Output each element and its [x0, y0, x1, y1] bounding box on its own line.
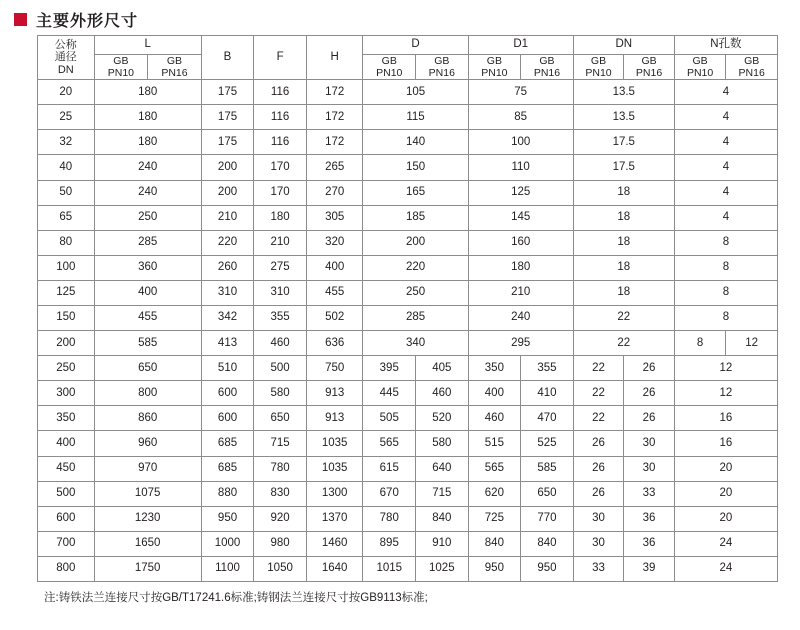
cell-H: 1035 — [306, 456, 363, 481]
cell-D-pn10: 445 — [363, 381, 416, 406]
cell-H: 270 — [306, 180, 363, 205]
cell-N: 8 — [674, 280, 777, 305]
cell-DN: 18 — [573, 255, 674, 280]
table-row — [38, 556, 778, 581]
header-group-N: N孔数 — [674, 36, 777, 55]
cell-L: 180 — [94, 80, 201, 105]
cell-D-pn16: 640 — [416, 456, 469, 481]
cell-D1-pn10: 515 — [468, 431, 521, 456]
cell-dn: 400 — [38, 431, 95, 456]
cell-N: 24 — [674, 556, 777, 581]
cell-N: 20 — [674, 481, 777, 506]
cell-D: 165 — [363, 180, 468, 205]
cell-DN-pn16: 26 — [624, 406, 675, 431]
header-sub-L-pn16: GB PN16 — [148, 55, 202, 80]
cell-B: 220 — [201, 230, 254, 255]
cell-D-pn16: 580 — [416, 431, 469, 456]
cell-dn: 200 — [38, 331, 95, 356]
cell-D1-pn10: 840 — [468, 531, 521, 556]
cell-D1-pn16: 950 — [521, 556, 574, 581]
cell-DN-pn16: 36 — [624, 506, 675, 531]
cell-F: 116 — [254, 130, 307, 155]
cell-dn: 600 — [38, 506, 95, 531]
cell-B: 685 — [201, 431, 254, 456]
cell-N: 4 — [674, 130, 777, 155]
cell-D: 115 — [363, 105, 468, 130]
cell-F: 715 — [254, 431, 307, 456]
cell-L: 1750 — [94, 556, 201, 581]
cell-H: 1035 — [306, 431, 363, 456]
cell-H: 1370 — [306, 506, 363, 531]
cell-N: 24 — [674, 531, 777, 556]
cell-D: 185 — [363, 205, 468, 230]
page-title: 主要外形尺寸 — [36, 13, 139, 30]
table-row — [38, 356, 778, 381]
cell-N: 4 — [674, 155, 777, 180]
cell-dn: 700 — [38, 531, 95, 556]
cell-L: 250 — [94, 205, 201, 230]
cell-D1: 110 — [468, 155, 573, 180]
cell-B: 210 — [201, 205, 254, 230]
cell-N: 12 — [674, 356, 777, 381]
cell-B: 510 — [201, 356, 254, 381]
cell-N: 20 — [674, 506, 777, 531]
header-sub-L-pn10: GB PN10 — [94, 55, 148, 80]
table-row — [38, 531, 778, 556]
cell-dn: 65 — [38, 205, 95, 230]
cell-B: 175 — [201, 130, 254, 155]
cell-D1: 295 — [468, 331, 573, 356]
table-row — [38, 255, 778, 280]
table-row — [38, 230, 778, 255]
header-nominal-dn: 公称 通径 DN — [38, 36, 95, 80]
cell-D1: 240 — [468, 305, 573, 330]
header-sub-D1-pn10: GB PN10 — [468, 55, 521, 80]
cell-dn: 100 — [38, 255, 95, 280]
cell-H: 172 — [306, 130, 363, 155]
cell-D1: 100 — [468, 130, 573, 155]
cell-F: 210 — [254, 230, 307, 255]
cell-D: 250 — [363, 280, 468, 305]
cell-D-pn10: 780 — [363, 506, 416, 531]
table-row — [38, 130, 778, 155]
header-sub-row — [38, 55, 778, 80]
cell-L: 1650 — [94, 531, 201, 556]
cell-DN: 22 — [573, 305, 674, 330]
cell-H: 636 — [306, 331, 363, 356]
cell-DN: 18 — [573, 230, 674, 255]
title-marker-icon — [14, 13, 27, 26]
cell-H: 913 — [306, 406, 363, 431]
table-row — [38, 180, 778, 205]
cell-D1: 125 — [468, 180, 573, 205]
header-sub-D1-pn16: GB PN16 — [521, 55, 574, 80]
cell-D1-pn10: 565 — [468, 456, 521, 481]
cell-N: 16 — [674, 406, 777, 431]
cell-H: 320 — [306, 230, 363, 255]
cell-F: 650 — [254, 406, 307, 431]
cell-DN: 17.5 — [573, 130, 674, 155]
cell-D: 200 — [363, 230, 468, 255]
cell-B: 600 — [201, 406, 254, 431]
cell-dn: 32 — [38, 130, 95, 155]
cell-F: 460 — [254, 331, 307, 356]
cell-DN-pn10: 33 — [573, 556, 624, 581]
cell-B: 342 — [201, 305, 254, 330]
cell-L: 1075 — [94, 481, 201, 506]
cell-D-pn16: 840 — [416, 506, 469, 531]
cell-D1-pn16: 470 — [521, 406, 574, 431]
cell-D1-pn16: 585 — [521, 456, 574, 481]
cell-DN-pn10: 30 — [573, 506, 624, 531]
cell-dn: 150 — [38, 305, 95, 330]
cell-DN-pn10: 26 — [573, 481, 624, 506]
header-sub-D-pn16: GB PN16 — [416, 55, 469, 80]
cell-F: 170 — [254, 155, 307, 180]
cell-D1: 210 — [468, 280, 573, 305]
cell-D1-pn16: 770 — [521, 506, 574, 531]
cell-F: 116 — [254, 80, 307, 105]
cell-D-pn10: 1015 — [363, 556, 416, 581]
cell-D1-pn10: 460 — [468, 406, 521, 431]
section-title — [0, 0, 800, 30]
table-body — [38, 80, 778, 582]
cell-D1-pn16: 355 — [521, 356, 574, 381]
cell-DN: 18 — [573, 280, 674, 305]
table-note: 注:铸铁法兰连接尺寸按GB/T17241.6标准;铸钢法兰连接尺寸按GB9113标准; — [44, 592, 428, 604]
table-row — [38, 305, 778, 330]
header-group-row — [38, 36, 778, 55]
cell-F: 920 — [254, 506, 307, 531]
cell-D1-pn10: 950 — [468, 556, 521, 581]
header-sub-D-pn10: GB PN10 — [363, 55, 416, 80]
cell-F: 500 — [254, 356, 307, 381]
cell-L: 455 — [94, 305, 201, 330]
cell-D1: 145 — [468, 205, 573, 230]
cell-B: 600 — [201, 381, 254, 406]
table-row — [38, 381, 778, 406]
header-group-D1: D1 — [468, 36, 573, 55]
cell-DN: 13.5 — [573, 105, 674, 130]
cell-D-pn16: 520 — [416, 406, 469, 431]
table-row — [38, 155, 778, 180]
cell-F: 170 — [254, 180, 307, 205]
dimensions-table-wrap — [0, 30, 800, 582]
cell-L: 1230 — [94, 506, 201, 531]
cell-N: 4 — [674, 180, 777, 205]
cell-H: 400 — [306, 255, 363, 280]
cell-DN-pn10: 22 — [573, 381, 624, 406]
cell-B: 413 — [201, 331, 254, 356]
table-row — [38, 431, 778, 456]
cell-DN-pn10: 22 — [573, 406, 624, 431]
cell-H: 455 — [306, 280, 363, 305]
cell-DN-pn10: 26 — [573, 456, 624, 481]
cell-D-pn10: 395 — [363, 356, 416, 381]
cell-L: 400 — [94, 280, 201, 305]
cell-dn: 500 — [38, 481, 95, 506]
cell-H: 265 — [306, 155, 363, 180]
cell-F: 355 — [254, 305, 307, 330]
cell-L: 360 — [94, 255, 201, 280]
cell-D1-pn16: 410 — [521, 381, 574, 406]
cell-D: 340 — [363, 331, 468, 356]
cell-H: 1460 — [306, 531, 363, 556]
cell-DN-pn16: 26 — [624, 381, 675, 406]
cell-N: 4 — [674, 105, 777, 130]
cell-B: 1100 — [201, 556, 254, 581]
cell-D: 285 — [363, 305, 468, 330]
cell-H: 750 — [306, 356, 363, 381]
cell-L: 180 — [94, 130, 201, 155]
cell-D1-pn10: 400 — [468, 381, 521, 406]
table-row — [38, 280, 778, 305]
table-row — [38, 80, 778, 105]
header-group-F: F — [254, 36, 307, 80]
cell-D-pn16: 405 — [416, 356, 469, 381]
cell-N: 4 — [674, 80, 777, 105]
cell-D1-pn16: 525 — [521, 431, 574, 456]
cell-B: 260 — [201, 255, 254, 280]
header-sub-N-pn16: GB PN16 — [726, 55, 778, 80]
cell-DN: 13.5 — [573, 80, 674, 105]
cell-dn: 25 — [38, 105, 95, 130]
cell-D: 150 — [363, 155, 468, 180]
cell-B: 175 — [201, 105, 254, 130]
cell-L: 960 — [94, 431, 201, 456]
table-row — [38, 481, 778, 506]
header-sub-DN-pn16: GB PN16 — [624, 55, 675, 80]
cell-dn: 350 — [38, 406, 95, 431]
cell-H: 172 — [306, 80, 363, 105]
cell-N: 4 — [674, 205, 777, 230]
header-group-D: D — [363, 36, 468, 55]
cell-L: 860 — [94, 406, 201, 431]
cell-H: 913 — [306, 381, 363, 406]
cell-D1-pn16: 840 — [521, 531, 574, 556]
cell-F: 1050 — [254, 556, 307, 581]
cell-L: 585 — [94, 331, 201, 356]
cell-dn: 250 — [38, 356, 95, 381]
cell-D-pn10: 895 — [363, 531, 416, 556]
cell-B: 880 — [201, 481, 254, 506]
cell-D1: 180 — [468, 255, 573, 280]
cell-DN-pn16: 33 — [624, 481, 675, 506]
cell-L: 180 — [94, 105, 201, 130]
cell-dn: 125 — [38, 280, 95, 305]
cell-N: 8 — [674, 230, 777, 255]
cell-N: 16 — [674, 431, 777, 456]
cell-DN: 18 — [573, 205, 674, 230]
cell-D-pn16: 460 — [416, 381, 469, 406]
cell-DN-pn16: 30 — [624, 456, 675, 481]
cell-N: 12 — [674, 381, 777, 406]
cell-D-pn10: 565 — [363, 431, 416, 456]
header-sub-DN-pn10: GB PN10 — [573, 55, 624, 80]
cell-dn: 80 — [38, 230, 95, 255]
cell-H: 1640 — [306, 556, 363, 581]
cell-DN-pn10: 22 — [573, 356, 624, 381]
cell-L: 240 — [94, 155, 201, 180]
cell-D-pn16: 1025 — [416, 556, 469, 581]
cell-L: 800 — [94, 381, 201, 406]
table-row — [38, 331, 778, 356]
cell-D1-pn10: 620 — [468, 481, 521, 506]
cell-F: 116 — [254, 105, 307, 130]
cell-D: 140 — [363, 130, 468, 155]
cell-B: 950 — [201, 506, 254, 531]
cell-D1: 160 — [468, 230, 573, 255]
cell-dn: 300 — [38, 381, 95, 406]
cell-F: 780 — [254, 456, 307, 481]
cell-DN: 22 — [573, 331, 674, 356]
cell-dn: 800 — [38, 556, 95, 581]
header-group-B: B — [201, 36, 254, 80]
table-row — [38, 205, 778, 230]
cell-D1-pn10: 725 — [468, 506, 521, 531]
cell-F: 580 — [254, 381, 307, 406]
cell-D-pn10: 615 — [363, 456, 416, 481]
cell-L: 970 — [94, 456, 201, 481]
cell-D1: 85 — [468, 105, 573, 130]
cell-H: 305 — [306, 205, 363, 230]
cell-D1-pn16: 650 — [521, 481, 574, 506]
cell-dn: 40 — [38, 155, 95, 180]
dimensions-table — [37, 35, 778, 582]
cell-D-pn10: 505 — [363, 406, 416, 431]
cell-N-pn10: 8 — [674, 331, 726, 356]
cell-H: 502 — [306, 305, 363, 330]
cell-DN-pn16: 30 — [624, 431, 675, 456]
cell-B: 685 — [201, 456, 254, 481]
cell-dn: 20 — [38, 80, 95, 105]
cell-L: 285 — [94, 230, 201, 255]
cell-DN: 17.5 — [573, 155, 674, 180]
cell-D-pn10: 670 — [363, 481, 416, 506]
cell-N: 8 — [674, 255, 777, 280]
cell-DN-pn16: 36 — [624, 531, 675, 556]
cell-F: 830 — [254, 481, 307, 506]
cell-B: 200 — [201, 155, 254, 180]
cell-H: 172 — [306, 105, 363, 130]
cell-D-pn16: 910 — [416, 531, 469, 556]
cell-DN-pn10: 26 — [573, 431, 624, 456]
cell-D-pn16: 715 — [416, 481, 469, 506]
cell-dn: 50 — [38, 180, 95, 205]
cell-F: 980 — [254, 531, 307, 556]
cell-H: 1300 — [306, 481, 363, 506]
cell-B: 1000 — [201, 531, 254, 556]
cell-DN-pn16: 39 — [624, 556, 675, 581]
cell-D1-pn10: 350 — [468, 356, 521, 381]
cell-B: 310 — [201, 280, 254, 305]
cell-N: 8 — [674, 305, 777, 330]
table-row — [38, 506, 778, 531]
table-header — [38, 36, 778, 80]
cell-D1: 75 — [468, 80, 573, 105]
cell-D: 105 — [363, 80, 468, 105]
cell-N: 20 — [674, 456, 777, 481]
cell-dn: 450 — [38, 456, 95, 481]
table-row — [38, 456, 778, 481]
header-group-H: H — [306, 36, 363, 80]
cell-DN: 18 — [573, 180, 674, 205]
header-group-DN: DN — [573, 36, 674, 55]
cell-DN-pn16: 26 — [624, 356, 675, 381]
cell-B: 200 — [201, 180, 254, 205]
header-group-L: L — [94, 36, 201, 55]
cell-L: 240 — [94, 180, 201, 205]
cell-F: 275 — [254, 255, 307, 280]
cell-N-pn16: 12 — [726, 331, 778, 356]
cell-DN-pn10: 30 — [573, 531, 624, 556]
header-sub-N-pn10: GB PN10 — [674, 55, 726, 80]
cell-F: 180 — [254, 205, 307, 230]
table-row — [38, 406, 778, 431]
cell-B: 175 — [201, 80, 254, 105]
table-row — [38, 105, 778, 130]
cell-L: 650 — [94, 356, 201, 381]
cell-F: 310 — [254, 280, 307, 305]
cell-D: 220 — [363, 255, 468, 280]
